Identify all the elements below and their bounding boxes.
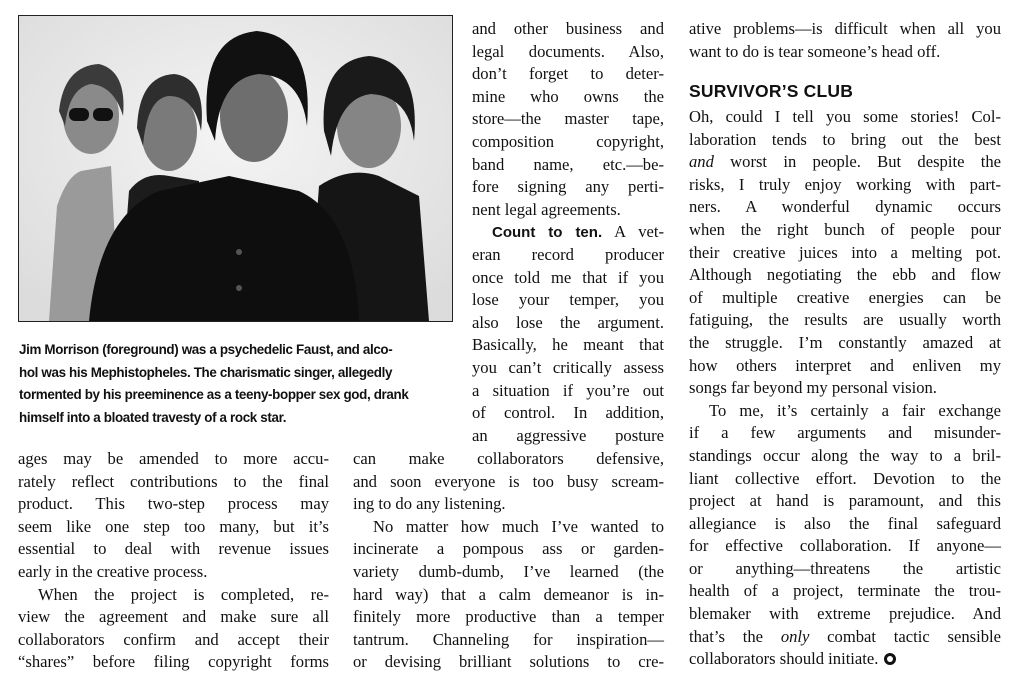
text-line: don’t forget to deter- bbox=[472, 64, 664, 84]
text-line: hard way) that a calm demeanor is in- bbox=[353, 584, 664, 604]
text-line: band name, etc.—be- bbox=[472, 154, 664, 174]
text-line: composition copyright, bbox=[472, 131, 664, 151]
text-line: or anything—threatens the artistic bbox=[689, 558, 1001, 578]
text-line: variety dumb-dumb, I’ve learned (the bbox=[353, 561, 664, 581]
band-photo bbox=[18, 15, 453, 322]
text-line: finitely more productive than a temper bbox=[353, 607, 664, 627]
text-span: collaborators should initiate. bbox=[689, 649, 879, 669]
text-line: nent legal agreements. bbox=[472, 199, 621, 219]
band-portrait-photo bbox=[19, 16, 452, 321]
caption-line: tormented by his preeminence as a teeny-bopper sex god, drank bbox=[19, 387, 409, 403]
text-line: legal documents. Also, bbox=[472, 41, 664, 61]
text-line: ing to do any listening. bbox=[353, 494, 506, 514]
text-line: liant collective effort. Devotion to the bbox=[689, 468, 1001, 488]
text-line: When the project is completed, re- bbox=[38, 584, 329, 604]
text-line: Basically, he meant that bbox=[472, 335, 664, 355]
text-line: can make collaborators defensive, bbox=[353, 449, 664, 468]
text-line: fore signing any perti- bbox=[472, 177, 664, 197]
emphasis: and bbox=[689, 152, 714, 172]
text-line: an aggressive posture bbox=[472, 425, 664, 445]
column-2-upper bbox=[472, 18, 664, 447]
text-line bbox=[689, 648, 1001, 671]
text-line: standings occur along the way to a bril- bbox=[689, 445, 1001, 465]
text-line: and soon everyone is too busy scream- bbox=[353, 471, 664, 491]
caption-line: himself into a bloated travesty of a rock star. bbox=[19, 410, 287, 426]
text-line: health of a project, terminate the trou- bbox=[689, 581, 1001, 601]
section-subhead: SURVIVOR’S CLUB bbox=[689, 81, 854, 101]
text-line: want to do is tear someone’s head off. bbox=[689, 41, 941, 61]
text-span: combat tactic sensible bbox=[809, 626, 1001, 646]
text-line: seem like one step too many, but it’s bbox=[18, 516, 329, 536]
text-line bbox=[472, 221, 664, 244]
text-line: how others interpret and enliven my bbox=[689, 355, 1001, 375]
caption-line: hol was his Mephistopheles. The charismatic singer, allegedly bbox=[19, 364, 393, 380]
text-line: collaborators confirm and accept their bbox=[18, 629, 329, 649]
runin-heading: Count to ten. bbox=[492, 224, 603, 242]
text-line: songs far beyond my personal vision. bbox=[689, 378, 937, 398]
text-line: Although negotiating the ebb and flow bbox=[689, 265, 1001, 285]
text-line: store—the master tape, bbox=[472, 109, 664, 129]
text-line: for effective collaboration. If anyone— bbox=[689, 536, 1001, 556]
text-line: of multiple creative energies can be bbox=[689, 287, 1001, 307]
text-line: or devising brilliant solutions to cre- bbox=[353, 652, 664, 672]
text-line: early in the creative process. bbox=[18, 561, 208, 581]
column-2-lower bbox=[353, 448, 664, 674]
text-line: “shares” before filing copyright forms bbox=[18, 652, 329, 672]
column-3-body bbox=[689, 106, 1001, 671]
text-line: tantrum. Channeling for inspiration— bbox=[353, 629, 664, 649]
text-line: ative problems—is difficult when all you bbox=[689, 19, 1001, 38]
text-line: if a few arguments and misunder- bbox=[689, 423, 1001, 443]
text-line: and other business and bbox=[472, 19, 664, 38]
runin-text: A vet- bbox=[602, 222, 664, 242]
column-1 bbox=[18, 448, 329, 674]
text-line: mine who owns the bbox=[472, 86, 664, 106]
text-line: a situation if you’re out bbox=[472, 380, 664, 400]
text-span: that’s the bbox=[689, 626, 781, 646]
text-line: you can’t critically assess bbox=[472, 357, 664, 377]
text-line: laboration tends to bring out the best bbox=[689, 129, 1001, 149]
text-line: the struggle. I’m constantly amazed at bbox=[689, 332, 1001, 352]
end-of-article-mark-icon bbox=[884, 653, 896, 665]
text-line: of control. In addition, bbox=[472, 403, 664, 423]
emphasis: only bbox=[780, 626, 810, 646]
text-line: project at hand is paramount, and this bbox=[689, 491, 1001, 511]
text-line: view the agreement and make sure all bbox=[18, 607, 329, 627]
text-line: allegiance is also the final safeguard bbox=[689, 513, 1001, 533]
text-line: risks, I truly enjoy working with part- bbox=[689, 174, 1001, 194]
text-line: ners. A wonderful dynamic occurs bbox=[689, 197, 1001, 217]
text-line: ages may be amended to more accu- bbox=[18, 449, 329, 468]
text-line: fatiguing, the results are usually worth bbox=[689, 310, 1001, 330]
caption-line: Jim Morrison (foreground) was a psychedelic Faust, and alco- bbox=[19, 342, 393, 357]
text-line: product. This two-step process may bbox=[18, 494, 329, 514]
text-span: worst in people. But despite the bbox=[713, 152, 1001, 172]
text-line: No matter how much I’ve wanted to bbox=[373, 516, 664, 536]
text-line: also lose the argument. bbox=[472, 312, 664, 332]
photo-caption bbox=[19, 339, 453, 430]
text-line: their creative juices into a melting pot. bbox=[689, 242, 1001, 262]
text-line: incinerate a pompous ass or garden- bbox=[353, 539, 664, 559]
text-line: To me, it’s certainly a fair exchange bbox=[709, 400, 1001, 420]
text-line: eran record producer bbox=[472, 244, 664, 264]
text-line: essential to deal with revenue issues bbox=[18, 539, 329, 559]
text-line: blemaker with extreme prejudice. And bbox=[689, 604, 1001, 624]
text-line bbox=[689, 626, 1001, 649]
text-line: when the right bunch of people pour bbox=[689, 219, 1001, 239]
text-line: rately reflect contributions to the final bbox=[18, 471, 329, 491]
text-line bbox=[689, 151, 1001, 174]
text-line: lose your temper, you bbox=[472, 290, 664, 310]
column-3-top bbox=[689, 18, 1001, 63]
text-line: Oh, could I tell you some stories! Col- bbox=[689, 107, 1001, 126]
text-line: once told me that if you bbox=[472, 267, 664, 287]
